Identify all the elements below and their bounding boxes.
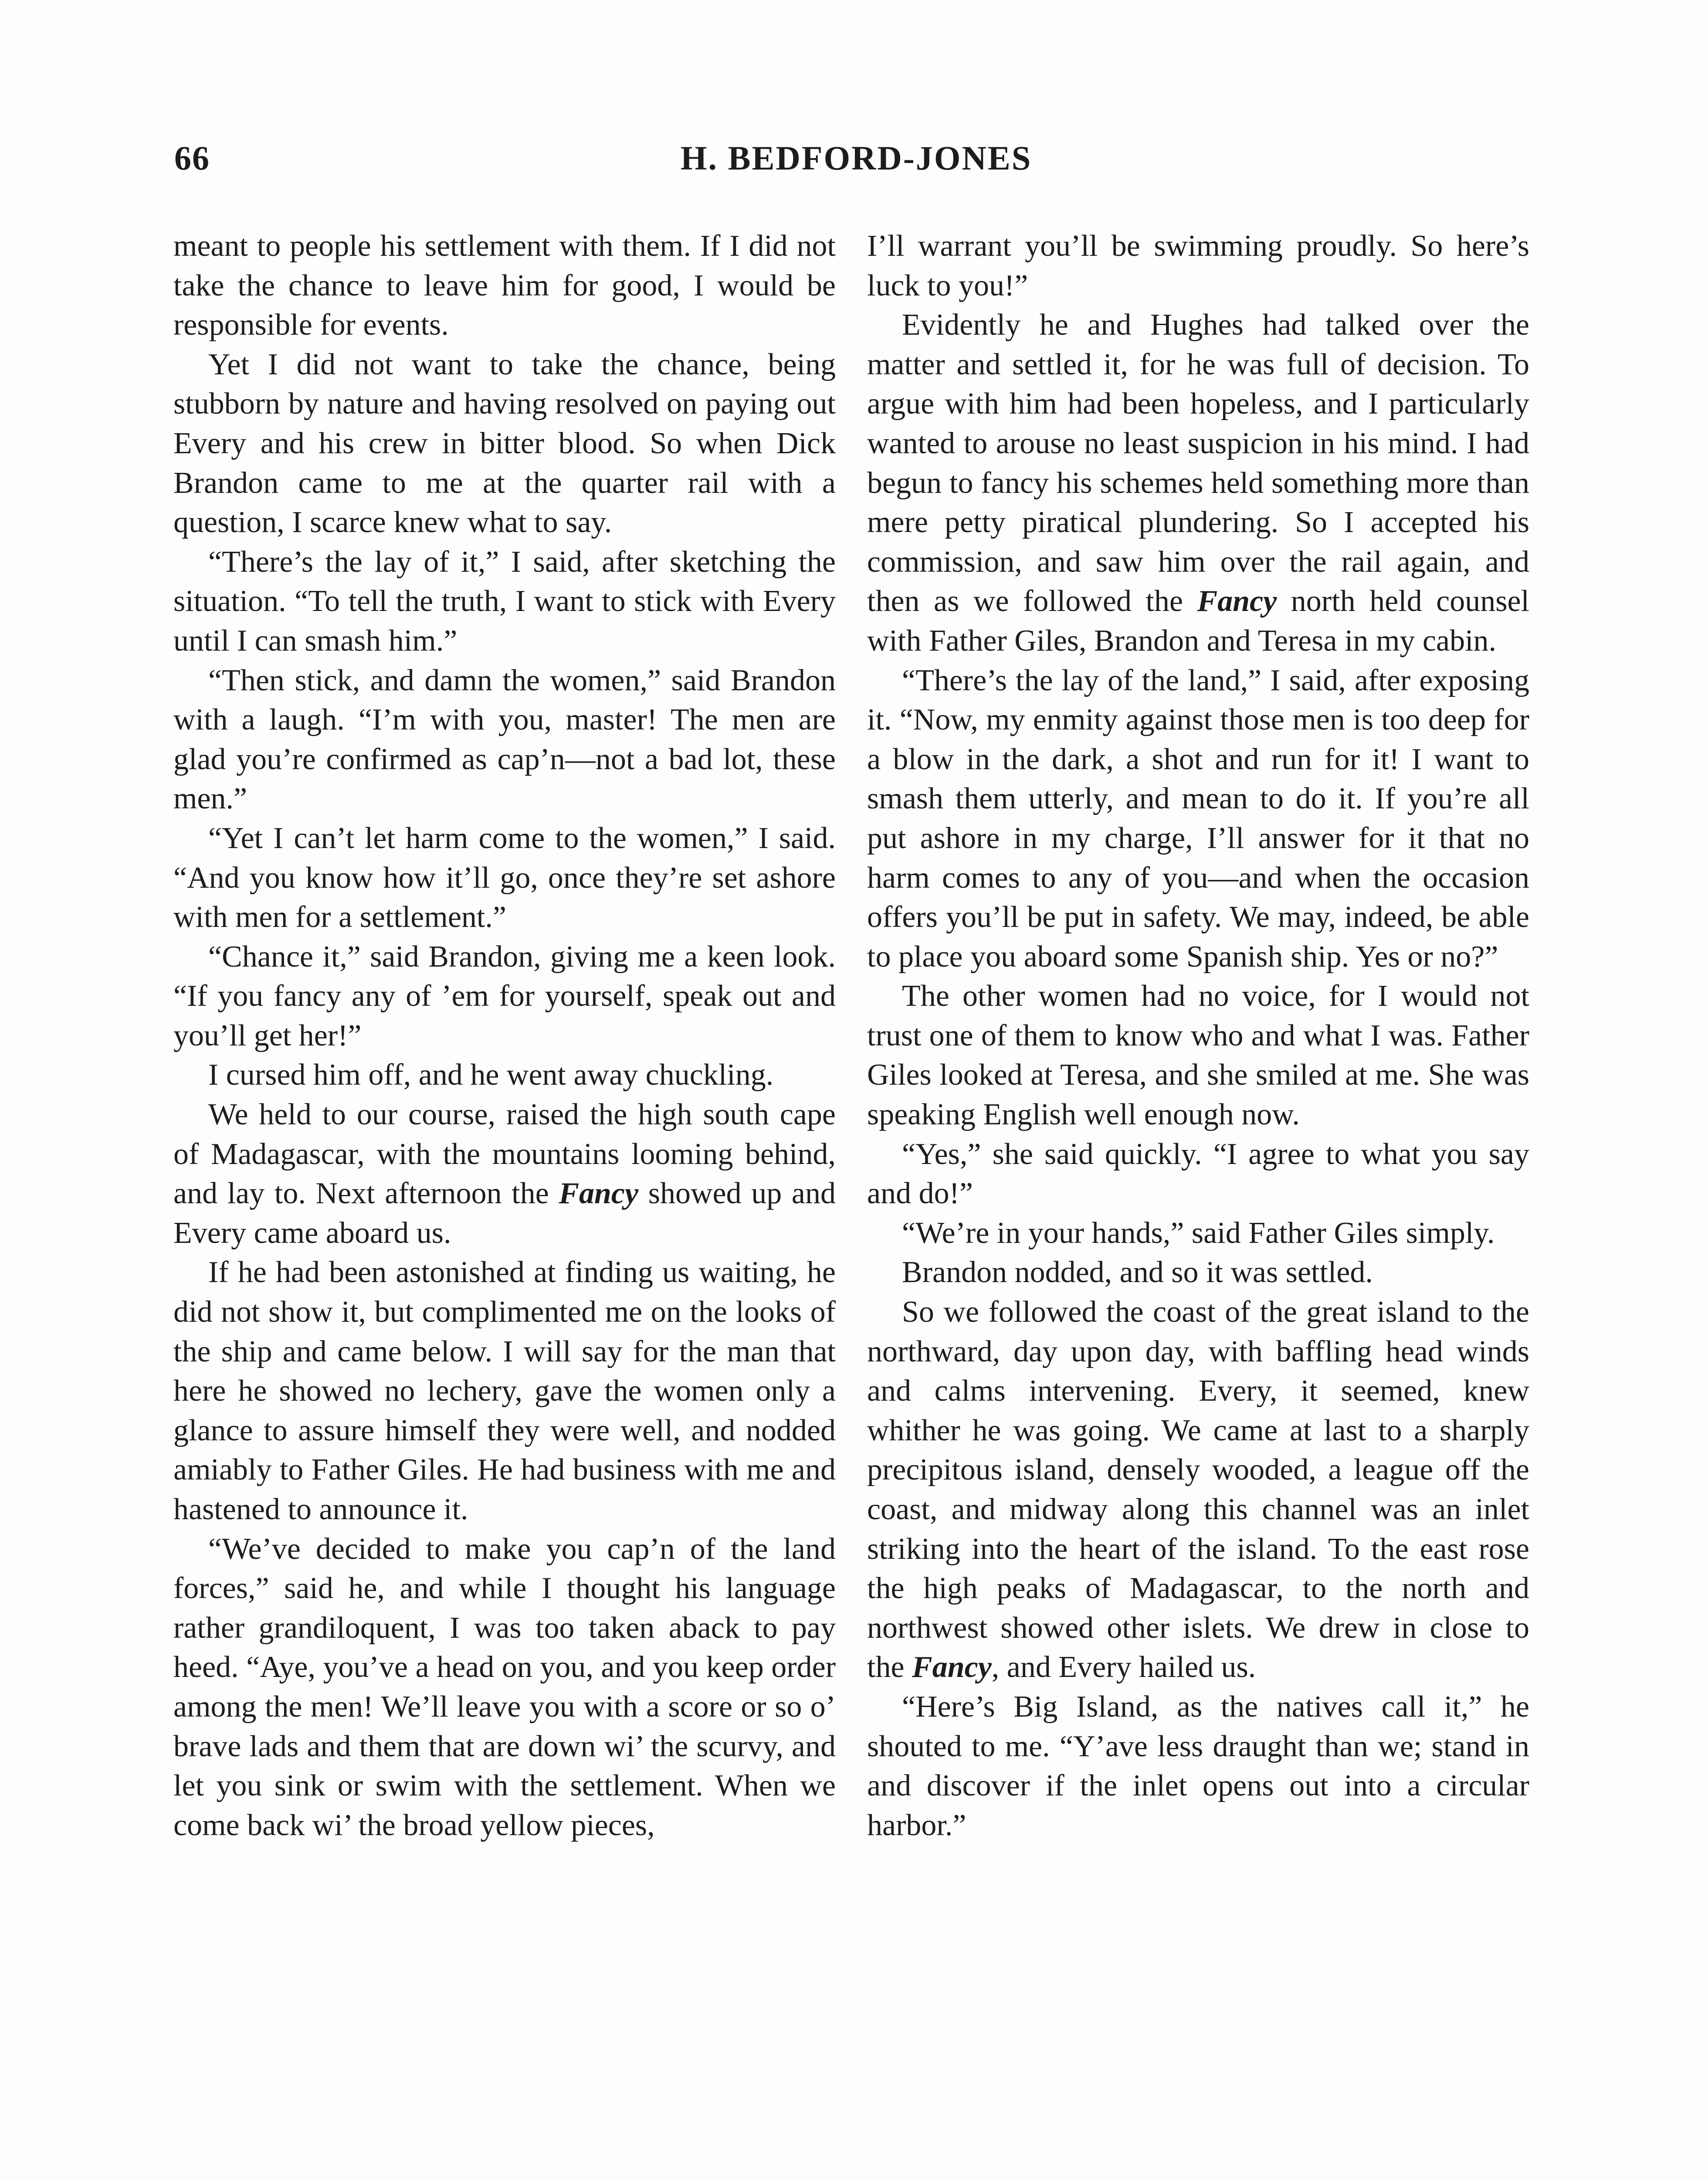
paragraph-text: “Yet I can’t let harm come to the women,” I said. “And you know how it’ll go, once they’re set ashore with men for a settlement.” bbox=[173, 821, 836, 934]
ship-name: Fancy bbox=[912, 1650, 992, 1684]
paragraph-text: “Yes,” she said quickly. “I agree to what you say and do!” bbox=[867, 1137, 1529, 1211]
paragraph-text: meant to people his settlement with them. If I did not take the chance to leave him for good, I would be responsible for events. bbox=[173, 229, 836, 342]
paragraph-text: north held counsel with Father Giles, Brandon and Teresa in my cabin. bbox=[867, 584, 1529, 658]
paragraph-text: Brandon nodded, and so it was settled. bbox=[902, 1256, 1373, 1290]
paragraph-text: “We’ve decided to make you cap’n of the land forces,” said he, and while I thought his language rather grandiloquent, I was too taken aback to pay heed. “Aye, you’ve a head on you, and you keep order among the men! We’ll leave you with a score or so o’ brave lads and them that are down wi’ the scurvy, and let you sink or swim with the settlement. When we come back wi’ the broad yellow pieces, bbox=[173, 1532, 836, 1842]
paragraph bbox=[867, 1687, 1529, 1845]
paragraph-text: The other women had no voice, for I would not trust one of them to know who and what I was. Father Giles looked at Teresa, and she smiled at me. She was speaking English well enough now. bbox=[867, 979, 1529, 1132]
page-header bbox=[174, 139, 1538, 187]
paragraph bbox=[867, 305, 1529, 661]
paragraph bbox=[867, 1135, 1529, 1214]
paragraph bbox=[867, 1253, 1529, 1293]
paragraph-text: “We’re in your hands,” said Father Giles simply. bbox=[902, 1216, 1495, 1250]
paragraph-text: “Here’s Big Island, as the natives call it,” he shouted to me. “Y’ave less draught than we; stand in and discover if the inlet opens out into a circular harbor.” bbox=[867, 1690, 1529, 1842]
paragraph-text: I cursed him off, and he went away chuckling. bbox=[208, 1058, 774, 1092]
paragraph bbox=[173, 1056, 836, 1095]
paragraph bbox=[173, 1253, 836, 1529]
page-number: 66 bbox=[174, 139, 210, 177]
paragraph bbox=[867, 977, 1529, 1134]
paragraph bbox=[867, 227, 1529, 305]
paragraph bbox=[173, 1095, 836, 1253]
paragraph-text: , and Every hailed us. bbox=[991, 1650, 1256, 1684]
paragraph bbox=[867, 661, 1529, 977]
paragraph bbox=[867, 1293, 1529, 1687]
paragraph-text: “Then stick, and damn the women,” said Brandon with a laugh. “I’m with you, master! The men are glad you’re confirmed as cap’n—not a bad lot, these men.” bbox=[173, 663, 836, 816]
paragraph bbox=[173, 937, 836, 1056]
paragraph bbox=[173, 227, 836, 345]
paragraph bbox=[173, 345, 836, 543]
paragraph bbox=[173, 661, 836, 819]
paragraph bbox=[173, 1530, 836, 1846]
right-text-column bbox=[867, 227, 1529, 1845]
paragraph bbox=[173, 819, 836, 937]
paragraph-text: Yet I did not want to take the chance, being stubborn by nature and having resolved on paying out Every and his crew in bitter blood. So when Dick Brandon came to me at the quarter rail with a question, I scarce knew what to say. bbox=[173, 347, 836, 540]
paragraph-text: We held to our course, raised the high south cape of Madagascar, with the mountains looming behind, and lay to. Next afternoon the bbox=[173, 1098, 836, 1211]
paragraph bbox=[173, 543, 836, 661]
left-text-column bbox=[173, 227, 836, 1845]
running-head: H. BEDFORD-JONES bbox=[680, 139, 1032, 177]
paragraph-text: “Chance it,” said Brandon, giving me a keen look. “If you fancy any of ’em for yourself, speak out and you’ll get her!” bbox=[173, 940, 836, 1052]
paragraph-text: showed up and Every came aboard us. bbox=[173, 1177, 836, 1250]
paragraph-text: “There’s the lay of it,” I said, after sketching the situation. “To tell the truth, I want to stick with Every until I can smash him.” bbox=[173, 545, 836, 658]
paragraph-text: Evidently he and Hughes had talked over the matter and settled it, for he was full of decision. To argue with him had been hopeless, and I particularly wanted to arouse no least suspicion in his mind. I had begun to fancy his schemes held something more than mere petty piratical plundering. So I accepted his commission, and saw him over the rail again, and then as we followed the bbox=[867, 308, 1529, 618]
paragraph-text: So we followed the coast of the great island to the northward, day upon day, with baffling head winds and calms intervening. Every, it seemed, knew whither he was going. We came at last to a sharply precipitous island, densely wooded, a league off the coast, and midway along this channel was an inlet striking into the heart of the island. To the east rose the high peaks of Madagascar, to the north and northwest showed other islets. We drew in close to the bbox=[867, 1295, 1529, 1684]
ship-name: Fancy bbox=[1197, 584, 1277, 618]
paragraph bbox=[867, 1214, 1529, 1253]
paragraph-text: If he had been astonished at finding us waiting, he did not show it, but complimented me on the looks of the ship and came below. I will say for the man that here he showed no lechery, gave the women only a glance to assure himself they were well, and nodded amiably to Father Giles. He had business with me and hastened to announce it. bbox=[173, 1256, 836, 1526]
paragraph-text: I’ll warrant you’ll be swimming proudly. So here’s luck to you!” bbox=[867, 229, 1529, 302]
ship-name: Fancy bbox=[559, 1177, 639, 1211]
paragraph-text: “There’s the lay of the land,” I said, after exposing it. “Now, my enmity against those men is too deep for a blow in the dark, a shot and run for it! I want to smash them utterly, and mean to do it. If you’re all put ashore in my charge, I’ll answer for it that no harm comes to any of you—and when the occasion offers you’ll be put in safety. We may, indeed, be able to place you aboard some Spanish ship. Yes or no?” bbox=[867, 663, 1529, 974]
